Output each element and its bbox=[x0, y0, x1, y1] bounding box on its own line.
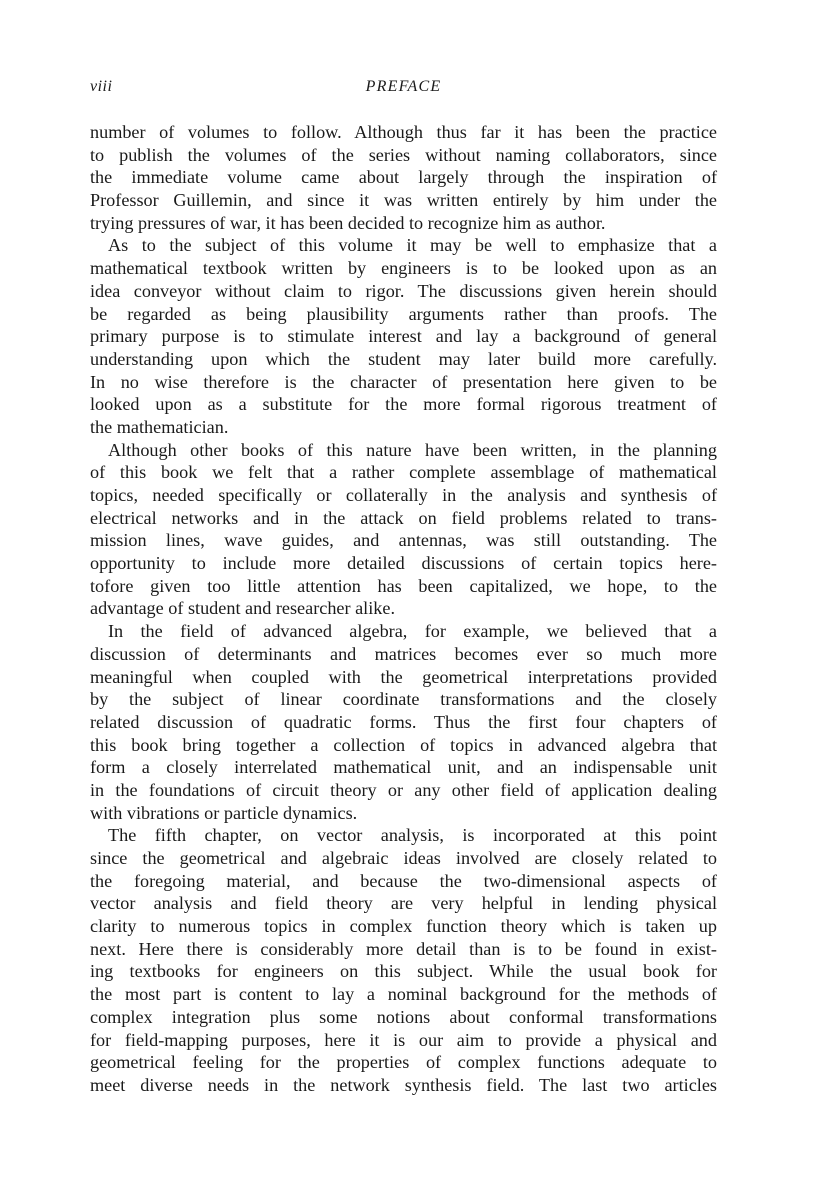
body-text bbox=[90, 121, 717, 1097]
text-line: since the geometrical and algebraic ideas involved are closely related to bbox=[90, 848, 717, 868]
text-line: related discussion of quadratic forms. Thus the first four chapters of bbox=[90, 711, 717, 732]
text-line: mathematical textbook written by engineers is to be looked upon as an bbox=[90, 258, 717, 279]
text-line: in the foundations of circuit theory or any other field of application dealing bbox=[90, 779, 717, 800]
text-line: meaningful when coupled with the geometrical interpretations provided bbox=[90, 666, 717, 687]
text-line: geometrical feeling for the properties of complex functions adequate to bbox=[90, 1052, 717, 1073]
text-line: for field-mapping purposes, here it is our aim to provide a physical and bbox=[90, 1029, 717, 1050]
text-line: electrical networks and in the attack on field problems related to trans- bbox=[90, 507, 717, 528]
text-line: form a closely interrelated mathematical unit, and an indispensable unit bbox=[90, 757, 717, 778]
paragraph bbox=[90, 121, 717, 234]
text-line: trying pressures of war, it has been decided to recognize him as author. bbox=[90, 212, 606, 233]
text-line: the immediate volume came about largely through the inspiration of bbox=[90, 167, 717, 188]
paragraph bbox=[90, 620, 717, 824]
text-line: the most part is content to lay a nominal background for the methods of bbox=[90, 984, 717, 1005]
text-line: Professor Guillemin, and since it was written entirely by him under the bbox=[90, 190, 717, 211]
text-line: next. Here there is considerably more detail than is to be found in exist- bbox=[90, 938, 717, 959]
running-title: PREFACE bbox=[365, 78, 442, 95]
page-number: viii bbox=[90, 78, 113, 95]
text-line: vector analysis and field theory are very helpful in lending physical bbox=[90, 893, 717, 914]
text-line: In the field of advanced algebra, for example, we believed that a bbox=[108, 621, 717, 642]
text-line: clarity to numerous topics in complex function theory which is taken up bbox=[90, 916, 717, 937]
text-line: number of volumes to follow. Although thus far it has been the practice bbox=[90, 122, 717, 142]
text-line: topics, needed specifically or collaterally in the analysis and synthesis of bbox=[90, 485, 717, 505]
text-line: The fifth chapter, on vector analysis, is incorporated at this point bbox=[108, 825, 717, 846]
text-line: mission lines, wave guides, and antennas, was still outstanding. The bbox=[90, 530, 717, 551]
text-line: the mathematician. bbox=[90, 416, 229, 437]
text-line: discussion of determinants and matrices becomes ever so much more bbox=[90, 643, 717, 664]
paragraph bbox=[90, 824, 717, 1096]
text-line: primary purpose is to stimulate interest and lay a background of general bbox=[90, 326, 717, 347]
text-line: complex integration plus some notions about conformal transformations bbox=[90, 1006, 717, 1027]
text-line: understanding upon which the student may later build more carefully. bbox=[90, 348, 717, 369]
text-line: advantage of student and researcher alike. bbox=[90, 598, 395, 619]
text-line: of this book we felt that a rather complete assemblage of mathematical bbox=[90, 462, 717, 483]
text-line: idea conveyor without claim to rigor. The discussions given herein should bbox=[90, 280, 717, 301]
text-line: be regarded as being plausibility arguments rather than proofs. The bbox=[90, 303, 717, 324]
text-line: In no wise therefore is the character of presentation here given to be bbox=[90, 371, 717, 392]
text-line: with vibrations or particle dynamics. bbox=[90, 802, 358, 823]
text-line: this book bring together a collection of topics in advanced algebra that bbox=[90, 734, 717, 755]
text-line: As to the subject of this volume it may be well to emphasize that a bbox=[108, 235, 717, 256]
text-line: looked upon as a substitute for the more formal rigorous treatment of bbox=[90, 394, 717, 415]
text-line: ing textbooks for engineers on this subject. While the usual book for bbox=[90, 961, 717, 982]
paragraph bbox=[90, 234, 717, 438]
text-line: tofore given too little attention has been capitalized, we hope, to the bbox=[90, 575, 717, 596]
text-line: the foregoing material, and because the two-dimensional aspects of bbox=[90, 870, 717, 891]
text-line: meet diverse needs in the network synthesis field. The last two articles bbox=[90, 1074, 717, 1095]
running-head bbox=[90, 78, 717, 102]
text-line: by the subject of linear coordinate transformations and the closely bbox=[90, 689, 717, 710]
text-line: opportunity to include more detailed discussions of certain topics here- bbox=[90, 553, 717, 574]
paragraph bbox=[90, 439, 717, 621]
text-line: Although other books of this nature have been written, in the planning bbox=[108, 439, 717, 460]
text-line: to publish the volumes of the series without naming collaborators, since bbox=[90, 144, 717, 165]
